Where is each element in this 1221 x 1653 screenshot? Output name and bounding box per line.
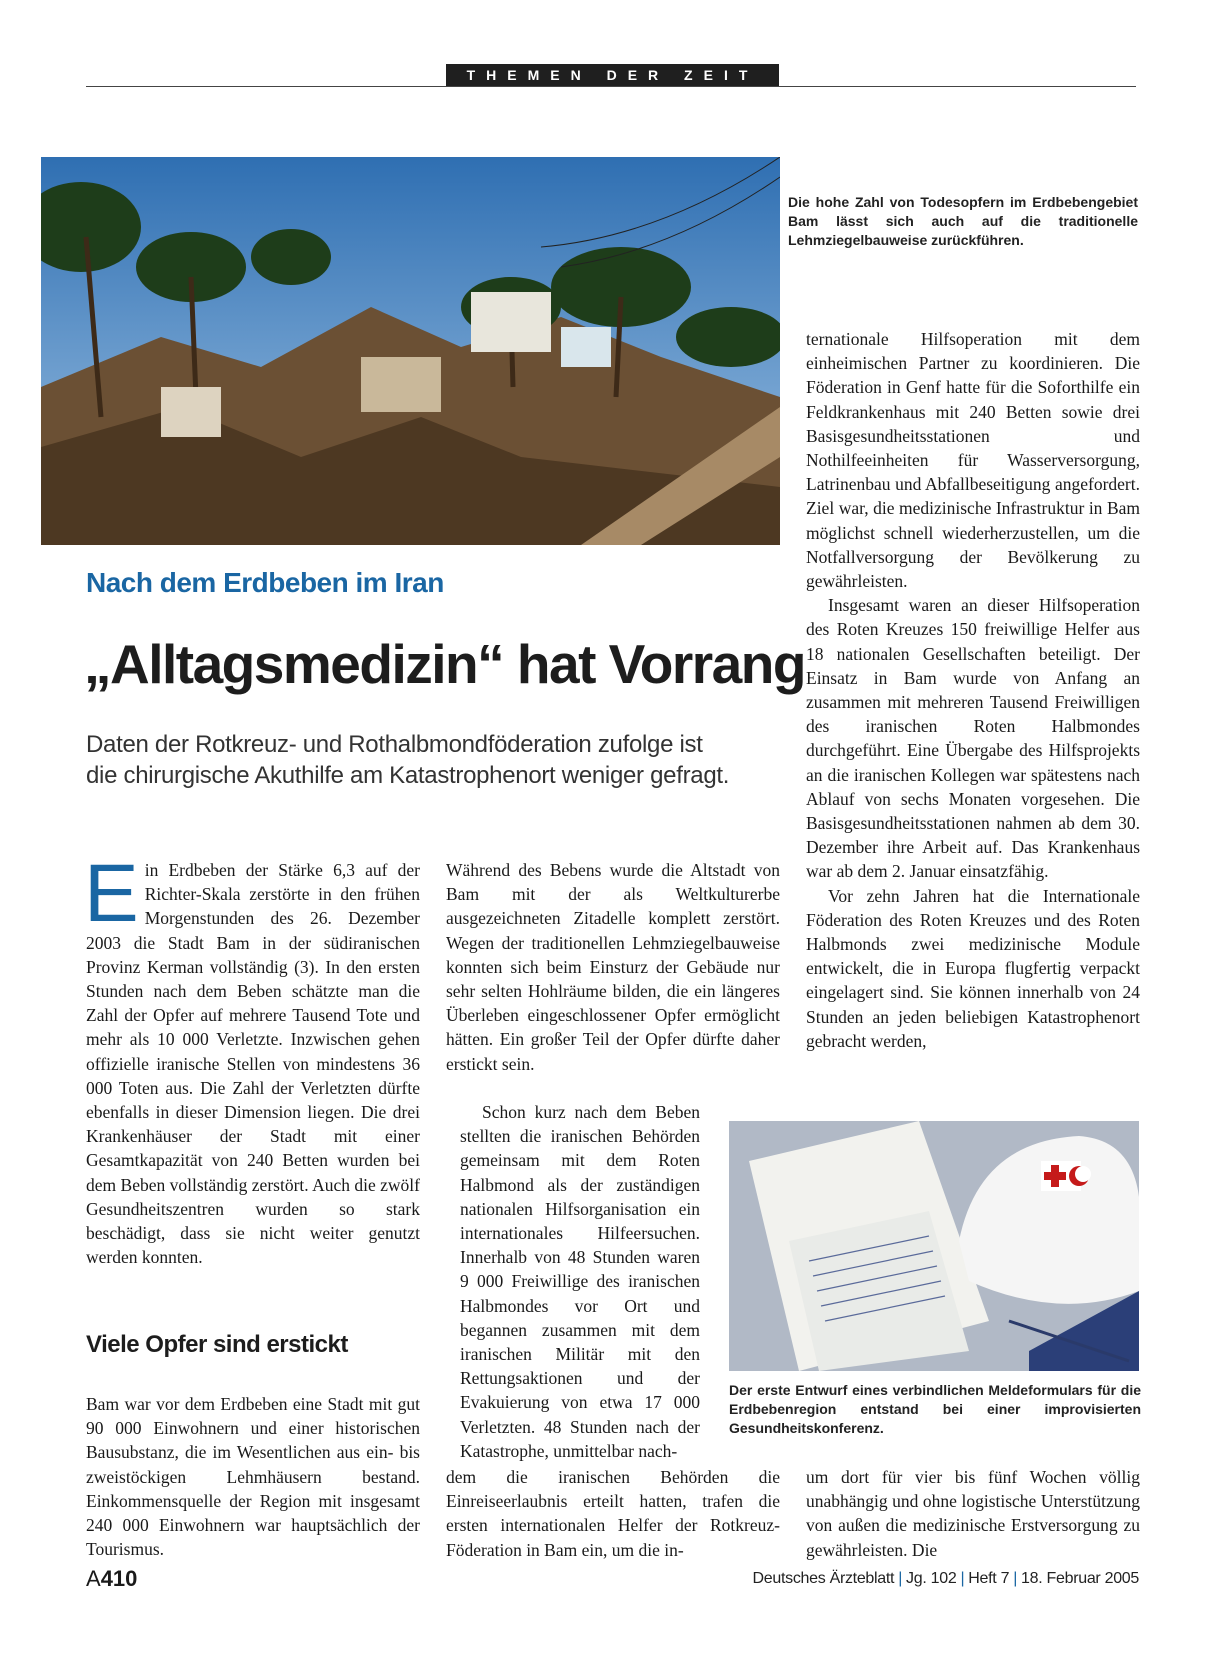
body-column-2 bbox=[446, 858, 780, 1076]
body-paragraph: ternationale Hilfsoperation mit dem einheimischen Partner zu koordinieren. Die Föderation in Genf hatte für die Soforthilfe ein Feldkrankenhaus mit 240 Betten sowie drei Basisgesundheitsstationen und Nothilfeeinheiten für Wasserversorgung, Latrinenbau und Abfallbeseitigung angefordert. Ziel war, die medizinische Infrastruktur in Bam möglichst schnell wiederherzustellen, um die Notfallversorgung der Bevölkerung zu gewährleisten. bbox=[806, 329, 1140, 592]
journal-date: 18. Februar 2005 bbox=[1021, 1570, 1139, 1587]
body-paragraph: in Erdbeben der Stärke 6,3 auf der Richter-Skala zerstörte in den frühen Morgenstunden des 26. Dezember 2003 die Stadt Bam in der südiranischen Provinz Kerman vollständig (3). In den ersten Stunden nach dem Beben schätzte man die Zahl der Opfer auf mehrere Tausend Tote und mehr als 10 000 Verletzte. Inzwischen gehen offizielle iranische Stellen von mindestens 36 000 Toten aus. Die Zahl der Verletzten dürfte ebenfalls in dieser Dimension liegen. Die drei Krankenhäuser der Stadt mit einer Gesamtkapazität von 240 Betten wurden bei dem Beben vollständig zerstört. Auch die zwölf Gesundheitszentren wurden so stark beschädigt, dass sie nicht weiter genutzt werden konnten. bbox=[86, 860, 420, 1268]
page-prefix: A bbox=[86, 1566, 101, 1591]
journal-title: Deutsches Ärzteblatt bbox=[752, 1570, 895, 1587]
body-paragraph: dem die iranischen Behörden die Einreiseerlaubnis erteilt hatten, trafen die ersten internationalen Helfer der Rotkreuz-Föderation in Bam ein, um die in- bbox=[446, 1467, 780, 1560]
body-column-3-lower bbox=[806, 1465, 1140, 1562]
body-paragraph: um dort für vier bis fünf Wochen völlig unabhängig und ohne logistische Unterstützung von außen die medizinische Erstversorgung zu gewährleisten. Die bbox=[806, 1467, 1140, 1560]
headline: „Alltagsmedizin“ hat Vorrang bbox=[84, 633, 805, 695]
body-column-2-lower bbox=[446, 1465, 780, 1562]
body-column-3 bbox=[806, 327, 1140, 1053]
section-label: THEMEN DER ZEIT bbox=[446, 64, 779, 86]
journal-issue: Heft 7 bbox=[968, 1570, 1010, 1587]
separator: | bbox=[960, 1570, 965, 1587]
body-column-2-narrow bbox=[460, 1100, 700, 1463]
header-rule bbox=[86, 86, 1136, 87]
lead-line-2: die chirurgische Akuthilfe am Katastrophenort weniger gefragt. bbox=[86, 762, 730, 789]
body-column-1 bbox=[84, 848, 420, 1269]
body-paragraph: Während des Bebens wurde die Altstadt von Bam mit der als Weltkulturerbe ausgezeichneten Zitadelle komplett zerstört. Wegen der traditionellen Lehmziegelbauweise konnten sich beim Einsturz der Gebäude nur sehr selten Hohlräume bilden, die ein längeres Überleben eingeschlossener Opfer ermöglicht hätten. Ein großer Teil der Opfer dürfte daher erstickt sein. bbox=[446, 860, 780, 1074]
journal-volume: Jg. 102 bbox=[906, 1570, 957, 1587]
earthquake-rubble-photo bbox=[41, 157, 780, 545]
red-cross-cap-photo bbox=[729, 1121, 1139, 1371]
page-number bbox=[86, 1566, 137, 1592]
body-paragraph: Insgesamt waren an dieser Hilfsoperation des Roten Kreuzes 150 freiwillige Helfer aus 18 nationalen Gesellschaften beteiligt. Der Einsatz in Bam wurde von Anfang an zusammen mit mehreren Tausend Freiwilligen des iranischen Roten Halbmondes durchgeführt. Eine Übergabe des Hilfsprojekts an die iranischen Kollegen war spätestens nach Ablauf von sechs Monaten vorgesehen. Die Basisgesundheitsstationen nahmen ab dem 30. Dezember ihre Arbeit auf. Das Krankenhaus war ab dem 2. Januar einsatzfähig. bbox=[806, 595, 1140, 882]
journal-info bbox=[753, 1570, 1139, 1588]
body-paragraph: Vor zehn Jahren hat die Internationale Föderation des Roten Kreuzes und des Roten Halbmonds zwei medizinische Module entwickelt, die in Europa flugfertig verpackt eingelagert sind. Sie können innerhalb von 24 Stunden an jeden beliebigen Katastrophenort gebracht werden, bbox=[806, 885, 1140, 1051]
body-paragraph: Bam war vor dem Erdbeben eine Stadt mit gut 90 000 Einwohnern und einer historischen Bausubstanz, die im Wesentlichen aus ein- bis zweistöckigen Lehmhäusern bestand. Einkommensquelle der Region mit insgesamt 240 000 Einwohnern war hauptsächlich der Tourismus. bbox=[86, 1394, 420, 1560]
lead-paragraph bbox=[86, 729, 776, 791]
kicker: Nach dem Erdbeben im Iran bbox=[86, 567, 444, 598]
photo-caption-2: Der erste Entwurf eines verbindlichen Meldeformulars für die Erdbebenregion entstand bei einer improvisierten Gesundheitskonferenz. bbox=[729, 1382, 1141, 1436]
body-column-1-lower bbox=[86, 1392, 420, 1561]
page-number-value: 410 bbox=[100, 1566, 138, 1591]
drop-cap: E bbox=[84, 848, 139, 939]
separator: | bbox=[1013, 1570, 1018, 1587]
subheading: Viele Opfer sind erstickt bbox=[86, 1331, 348, 1358]
body-paragraph: Schon kurz nach dem Beben stellten die iranischen Behörden gemeinsam mit dem Roten Halbmond als der zuständigen nationalen Hilfsorganisation ein internationales Hilfeersuchen. Innerhalb von 48 Stunden waren 9 000 Freiwillige des iranischen Halbmondes vor Ort und begannen zusammen mit dem iranischen Militär mit den Rettungsaktionen und der Evakuierung von etwa 17 000 Verletzten. 48 Stunden nach der Katastrophe, unmittelbar nach- bbox=[460, 1102, 700, 1461]
photo-caption: Die hohe Zahl von Todesopfern im Erdbebengebiet Bam lässt sich auch auf die traditionelle Lehmziegelbauweise zurückführen. bbox=[788, 194, 1138, 248]
lead-line-1: Daten der Rotkreuz- und Rothalbmondföderation zufolge ist bbox=[86, 731, 703, 758]
separator: | bbox=[898, 1570, 903, 1587]
